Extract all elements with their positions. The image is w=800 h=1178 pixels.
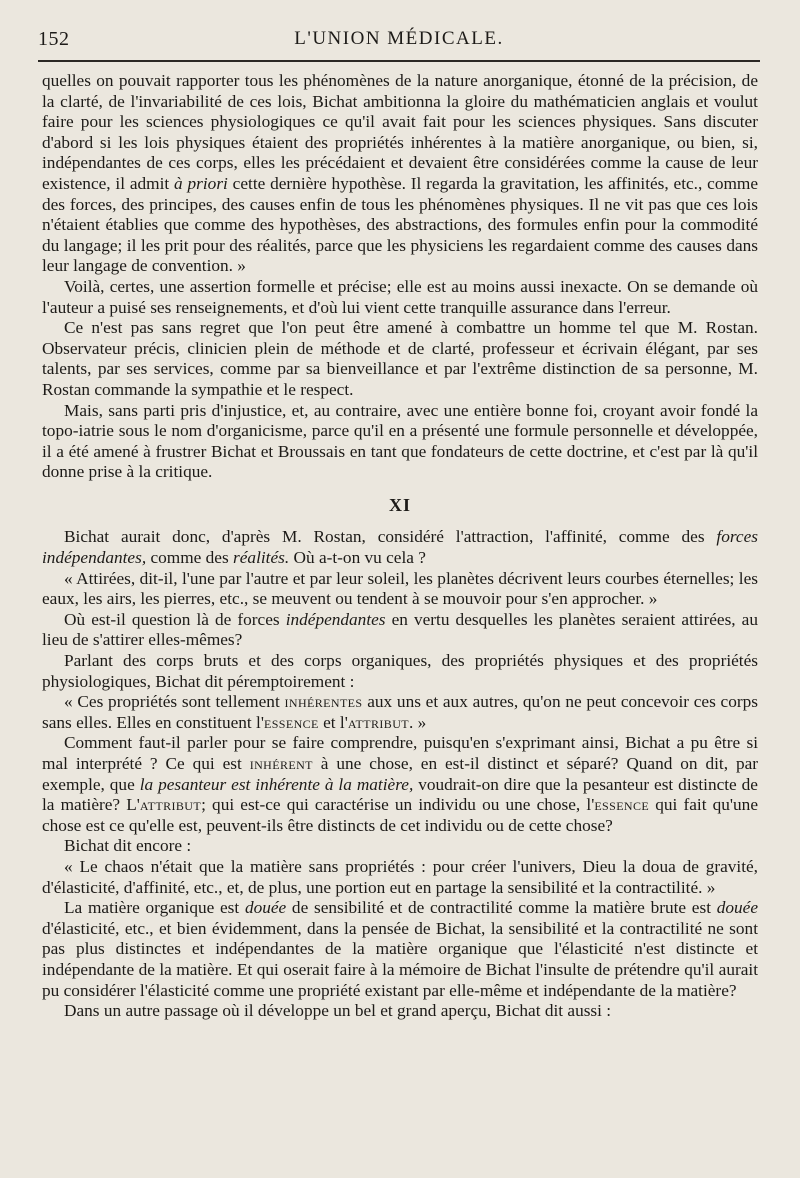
running-title: L'UNION MÉDICALE.: [294, 28, 504, 49]
paragraph: Bichat aurait donc, d'après M. Rostan, considéré l'attraction, l'affinité, comme des forces indépendantes, comme des réalités. Où a-t-on vu cela ?: [42, 527, 758, 568]
paragraph: Mais, sans parti pris d'injustice, et, au contraire, avec une entière bonne foi, croyant avoir fondé la topo-iatrie sous le nom d'organicisme, parce qu'il en a présenté une formule personnelle et développée, il a été amené à frustrer Bichat et Broussais en tant que fondateurs de cette doctrine, et c'est par là qu'il donne prise à la critique.: [42, 400, 758, 482]
italic-phrase: à priori: [174, 173, 228, 193]
section-heading: XI: [388, 494, 411, 515]
paragraph: Voilà, certes, une assertion formelle et précise; elle est au moins aussi inexacte. On se demande où l'auteur a puisé ses renseignements, et d'où lui vient cette tranquille assurance dans l'erreur.: [42, 276, 758, 317]
paragraph: Dans un autre passage où il développe un bel et grand aperçu, Bichat dit aussi :: [64, 1001, 612, 1021]
paragraph: Parlant des corps bruts et des corps organiques, des propriétés physiques et des propriétés physiologiques, Bichat dit péremptoirement :: [42, 651, 758, 691]
paragraph: La matière organique est douée de sensibilité et de contractilité comme la matière brute est douée d'élasticité, etc., et bien évidemment, dans la pensée de Bichat, la sensibilité et la contractilité ne sont pas plus distinctes et indépendantes de la matière organique que l'élasticité n'est distincte et indépendante de la matière. Et qui oserait faire à la mémoire de Bichat l'insulte de prétendre qu'il aurait pu considérer l'élasticité comme une propriété existant par elle-même et indépendante de la matière?: [42, 898, 758, 1000]
paragraph: Comment faut-il parler pour se faire comprendre, puisqu'en s'exprimant ainsi, Bichat a pu être si mal interprété ? Ce qui est inhérent à une chose, en est-il distinct et séparé? Quand on dit, par exemple, que la pesanteur est inhérente à la matière, voudrait-on dire que la pesanteur est distincte de la matière? L'attribut; qui est-ce qui caractérise un individu ou une chose, l'essence qui fait qu'une chose est ce qu'elle est, peuvent-ils être distincts de cet individu ou de cette chose?: [42, 733, 759, 835]
paragraph: Bichat dit encore :: [64, 836, 192, 856]
quote-paragraph: « Ces propriétés sont tellement inhérentes aux uns et aux autres, qu'on ne peut concevoir ces corps sans elles. Elles en constituent l'essence et l'attribut. »: [42, 692, 758, 732]
paragraph: Ce n'est pas sans regret que l'on peut être amené à combattre un homme tel que M. Rostan. Observateur précis, clinicien plein de méthode et de clarté, professeur et écrivain élégant, par ses talents, par ses services, comme par sa bienveillance et par l'extrême distinction de sa personne, M. Rostan commande la sympathie et le respect.: [42, 318, 758, 399]
quote-paragraph: « Le chaos n'était que la matière sans propriétés : pour créer l'univers, Dieu la doua de gravité, d'élasticité, d'affinité, etc., et, de plus, une portion eut en partage la sensibilité et la contractilité. »: [42, 856, 758, 897]
page-number: 152: [38, 28, 70, 50]
quote-paragraph: « Attirées, dit-il, l'une par l'autre et par leur soleil, les planètes décrivent leurs courbes éternelles; les eaux, les airs, les pierres, etc., se meuvent ou tendent à se mouvoir pour s'en approcher. »: [42, 568, 758, 609]
paragraph: Où est-il question là de forces indépendantes en vertu desquelles les planètes seraient attirées, au lieu de s'attirer elles-mêmes?: [42, 609, 758, 650]
article-body: [42, 71, 758, 1022]
page-header: [38, 22, 760, 50]
paragraph-continued-quote: quelles on pouvait rapporter tous les phénomènes de la nature anorganique, étonné de la précision, de la clarté, de l'invariabilité de ces lois, Bichat ambitionna la gloire du mathématicien anglais et voulut faire pour les sciences physiologiques ce qu'il avait fait pour les sciences physiques. Sans discuter d'abord si les lois physiques étaient des propriétés inhérentes à la matière anorganique, ou bien, si, indépendantes de ces corps, elles les précédaient et devaient être considérées comme la cause de leur existence, il admit à priori cette dernière hypothèse. Il regarda la gravitation, les affinités, etc., comme des forces, des principes, des causes enfin de tous les phénomènes physiques. Il ne vit pas que ces lois n'étaient établies que comme des hypothèses, des abstractions, des formules enfin pour la commodité du langage; il les prit pour des réalités, parce que les physiciens les regardaient comme des causes dans leur langage de convention. »: [42, 71, 759, 276]
header-rule: [38, 60, 760, 62]
